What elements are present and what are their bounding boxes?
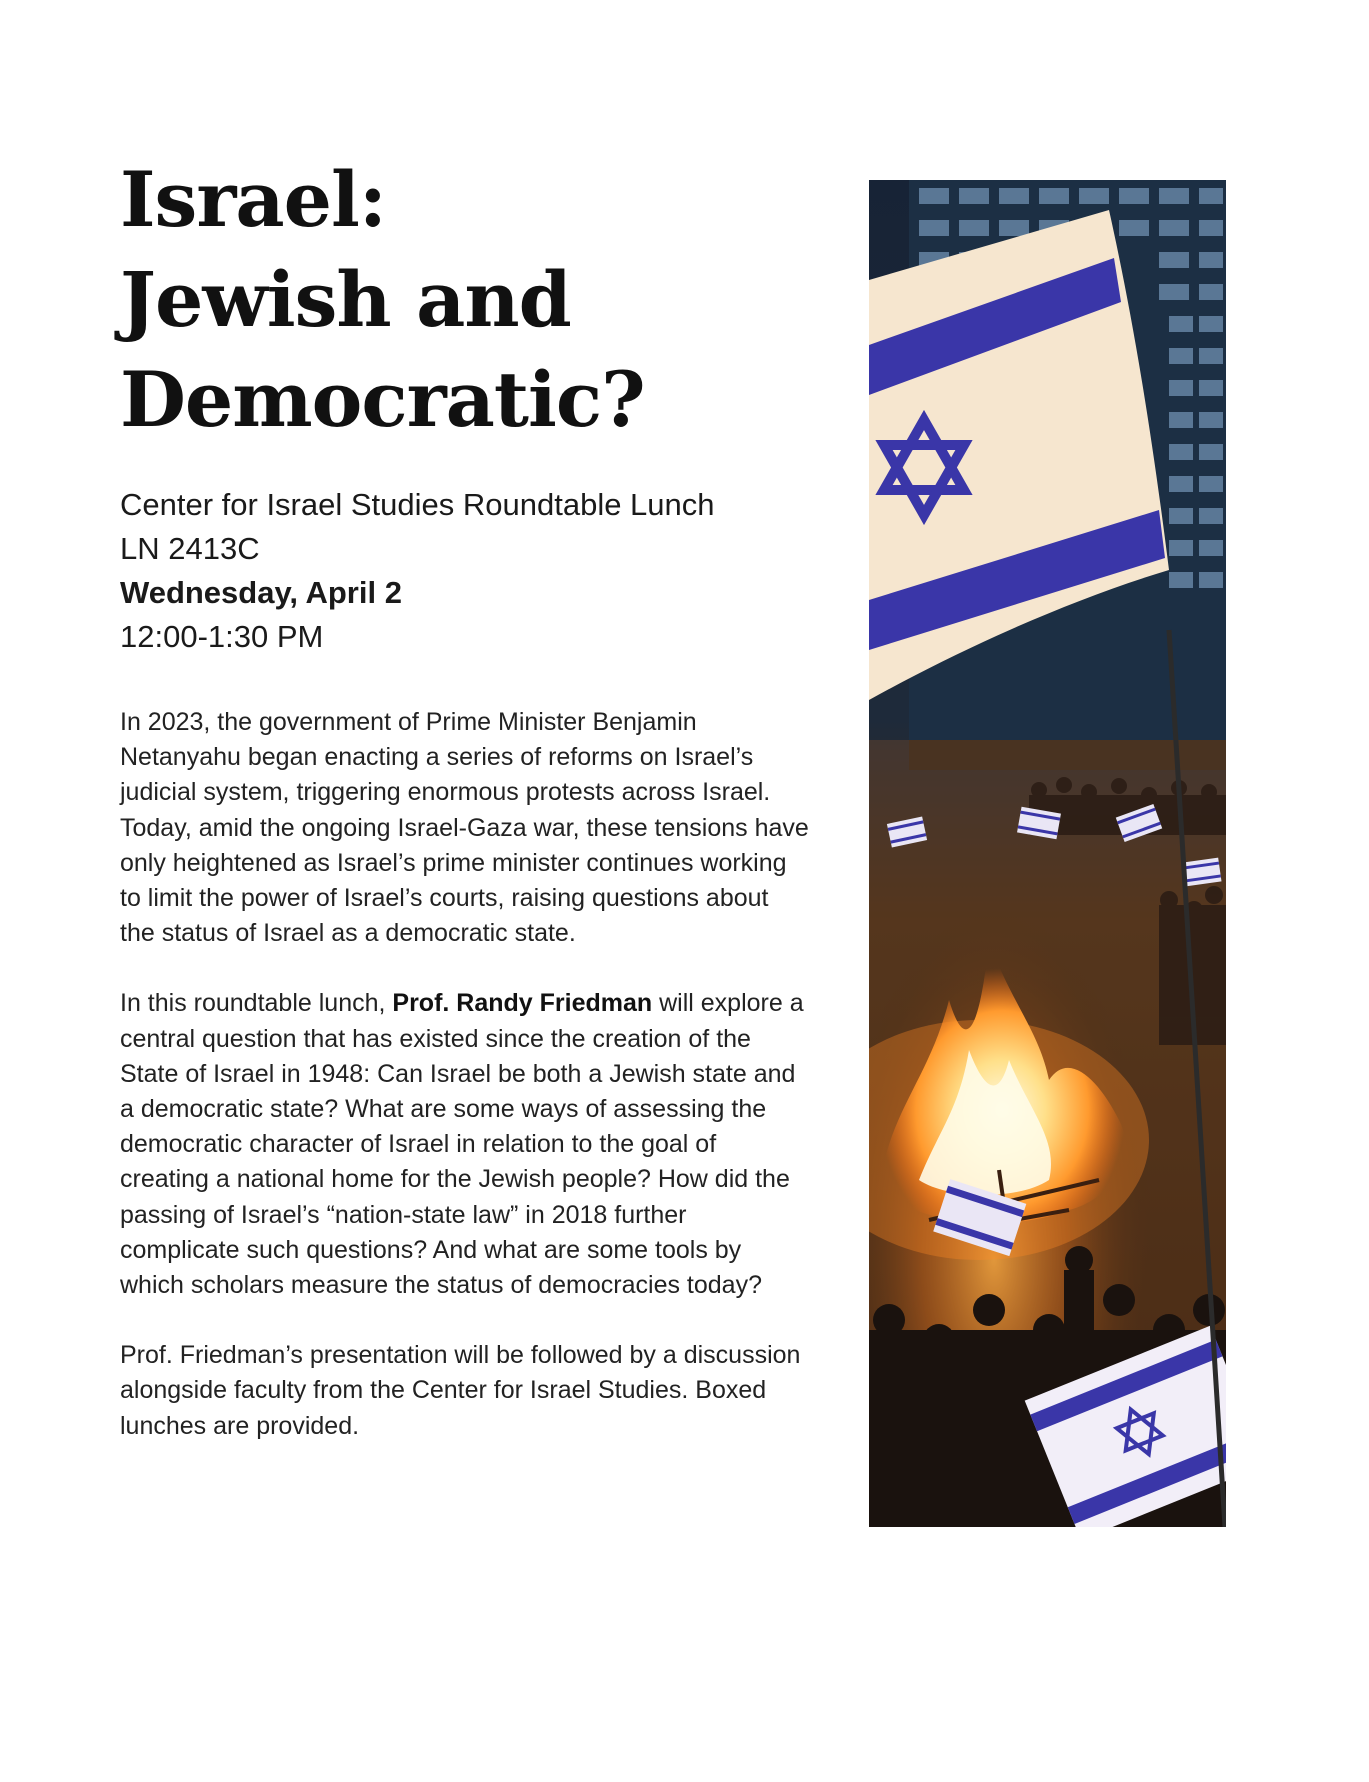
event-description xyxy=(120,705,810,1479)
event-title xyxy=(120,150,645,450)
protest-photo xyxy=(869,180,1226,1527)
paragraph-logistics: Prof. Friedman’s presentation will be followed by a discussion alongside faculty from the Center for Israel Studies. Boxed lunches are provided. xyxy=(120,1341,801,1440)
event-date: Wednesday, April 2 xyxy=(120,575,402,610)
protest-photo-illustration xyxy=(869,180,1226,1527)
event-time: 12:00-1:30 PM xyxy=(120,619,324,654)
event-location: LN 2413C xyxy=(120,531,260,566)
paragraph-topic xyxy=(120,986,810,1303)
topic-intro: In this roundtable lunch, xyxy=(120,989,393,1018)
title-line-1: Israel: xyxy=(120,155,386,244)
event-series: Center for Israel Studies Roundtable Lunch xyxy=(120,487,715,522)
title-line-3: Democratic? xyxy=(120,355,645,444)
paragraph-context: In 2023, the government of Prime Minister Benjamin Netanyahu began enacting a series of reforms on Israel’s judicial system, triggering enormous protests across Israel. Today, amid the ongoing Israel-Gaza war, these tensions have only heightened as Israel’s prime minister continues working to limit the power of Israel’s courts, raising questions about the status of Israel as a democratic state. xyxy=(120,708,809,948)
speaker-name: Prof. Randy Friedman xyxy=(392,989,653,1018)
topic-questions: will explore a central question that has existed since the creation of the State of Israel in 1948: Can Israel be both a Jewish state and a democratic state? What are some ways of assessing the democratic character of Israel in relation to the goal of creating a national home for the Jewish people? How did the passing of Israel’s “nation-state law” in 2018 further complicate such questions? And what are some tools by which scholars measure the status of democracies today? xyxy=(120,989,804,1300)
event-details xyxy=(120,483,800,659)
title-line-2: Jewish and xyxy=(120,255,571,344)
